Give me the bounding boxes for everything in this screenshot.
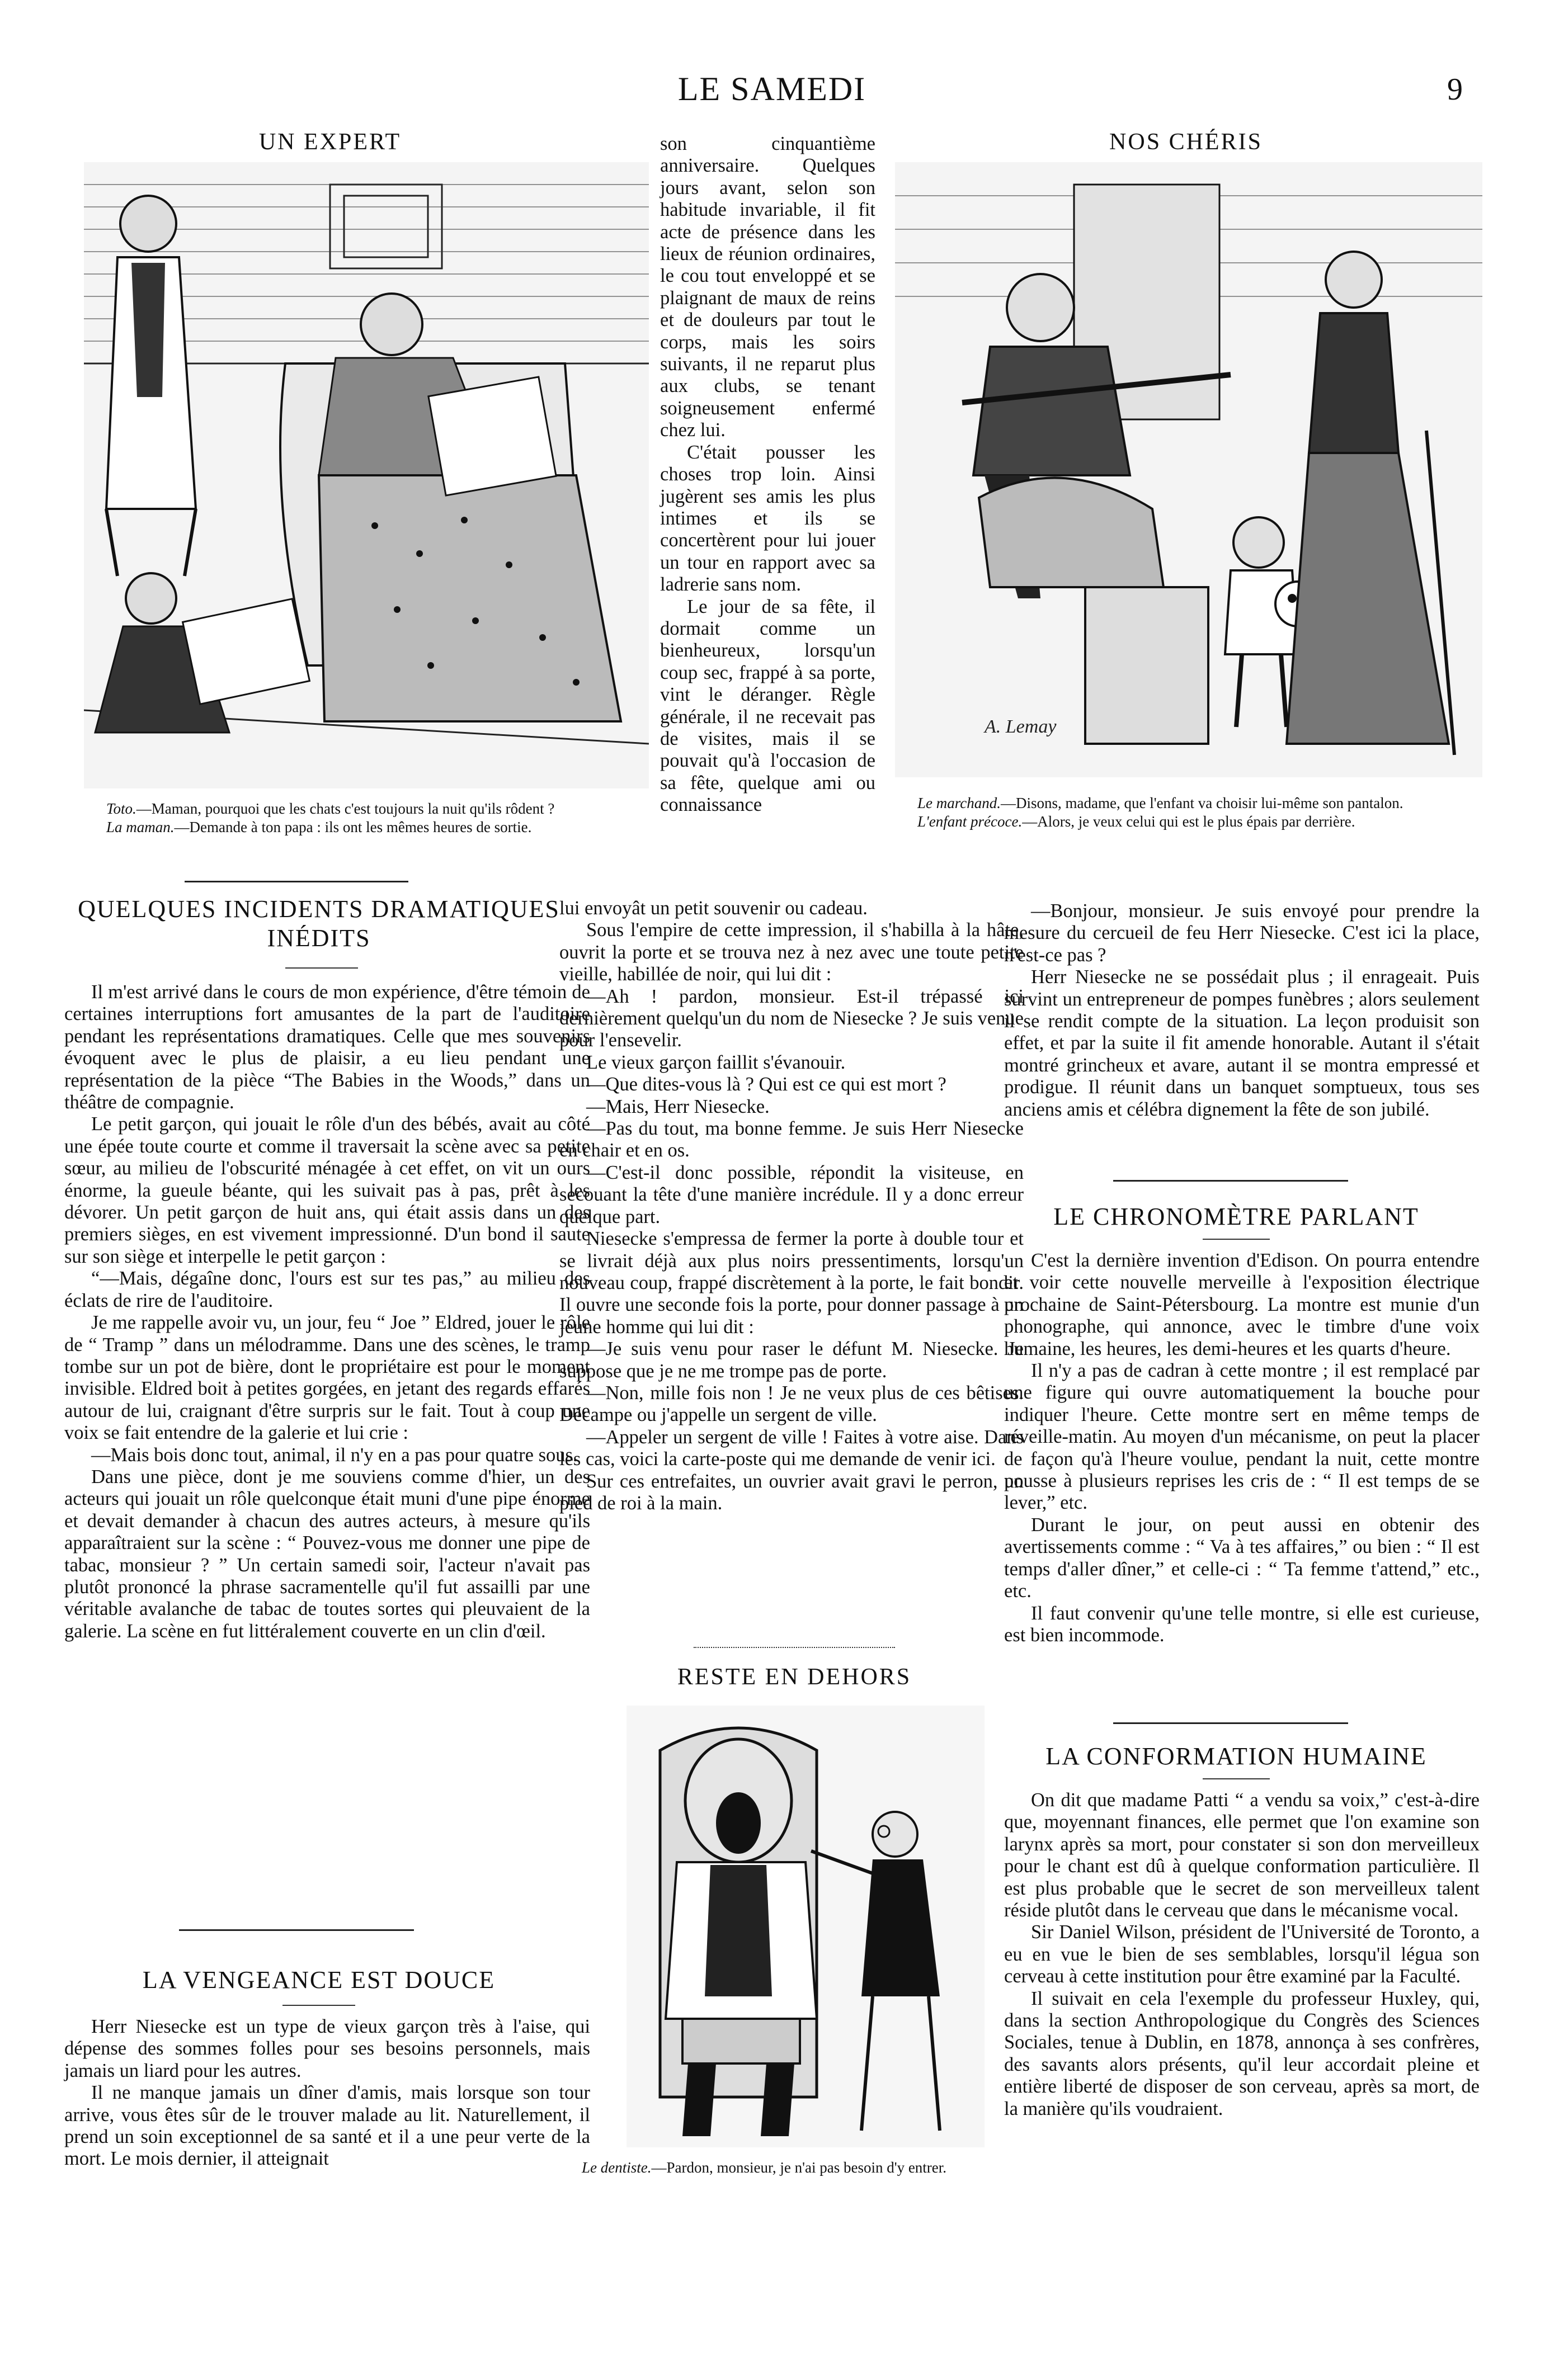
vengeance-col3-paragraph-1: —Bonjour, monsieur. Je suis envoyé pour prendre la mesure du cercueil de feu Herr Niesecke. C'est ici la place, n'est-ce pas ? [1004,900,1480,966]
conformation-paragraph-1: On dit que madame Patti “ a vendu sa voix,” c'est-à-dire que, moyennant finances, elle permet que l'on examine son larynx après sa mort, pour constater si son don merveilleux pour le chant est dû à quelque conformation particulière. Il est plus probable que le secret de son merveilleux talent réside plutôt dans le cerveau que dans le mécanisme vocal. [1004,1789,1480,1921]
conformation-paragraph-3: Il suivait en cela l'exemple du professeur Huxley, qui, dans la section Anthropologique du Congrès des Sciences Sociales, tenue à Dublin, en 1878, annonça à ses confrères, des savants alors présents, qu'il leur accordait pleine et entière liberté de disposer de son cerveau, après sa mort, de la manière qu'ils voudraient. [1004,1987,1480,2119]
divider-dehors [694,1647,895,1648]
incidents-paragraph-2: Le petit garçon, qui jouait le rôle d'un des bébés, avait au côté une épée toute courte et comme il traversait la scène avec sa petite sœur, au milieu de l'obscurité ménagée à cet effet, on vit un ours énorme, la gueule béante, qui les suivait pas à pas, prêt à les dévorer. Un petit garçon de huit ans, qui était assis dans un des premiers sièges, en est vivement impressionné. D'un bond il saute sur son siège et interpelle le petit garçon : [64,1113,590,1267]
expert-illustration [84,162,649,788]
vengeance-col2-paragraph-3: —Ah ! pardon, monsieur. Est-il trépassé ici dernièrement quelqu'un du nom de Niesecke ? Je suis venue pour l'ensevelir. [559,985,1024,1051]
chronometre-paragraph-3: Durant le jour, on peut aussi en obtenir des avertissements comme : “ Va à tes affaires,” ou bien : “ Il est temps d'aller dîner,” et celle-ci : “ Ta femme t'attend,” etc., etc. [1004,1514,1480,1602]
divider-vengeance [179,1929,414,1931]
vengeance-col1 [64,2016,590,2170]
expert-caption-text-1: —Maman, pourquoi que les chats c'est toujours la nuit qu'ils rôdent ? [136,800,555,817]
incidents-title: QUELQUES INCIDENTS DRAMATIQUES INÉDITS [78,895,560,952]
expert-caption-text-2: —Demande à ton papa : ils ont les mêmes heures de sortie. [174,819,532,835]
divider-incidents [285,967,358,969]
vengeance-col2-paragraph-7: —Pas du tout, ma bonne femme. Je suis Herr Niesecke en chair et en os. [559,1118,1024,1161]
incidents-paragraph-6: Dans une pièce, dont je me souviens comme d'hier, un des acteurs qui jouait un rôle quelconque était muni d'une pipe énorme et devait demander à chacun des autres acteurs, à mesure qu'ils apparaîtraient sur la scène : “ Pouvez-vous me donner une pipe de tabac, monsieur ? ” Un certain samedi soir, l'acteur n'avait pas plutôt prononcé la phrase sacramentelle qu'il fut assailli par une véritable avalanche de tabac de toutes sortes qui pleuvaient de la galerie. La scène en fut littéralement couverte en un clin d'œil. [64,1466,590,1642]
vengeance-col2-paragraph-6: —Mais, Herr Niesecke. [586,1095,770,1117]
vengeance-col1-paragraph-2: Il ne manque jamais un dîner d'amis, mais lorsque son tour arrive, vous êtes sûr de le trouver malade au lit. Naturellement, il prend un soin exceptionnel de sa santé et il a une peur verte de la mort. Le mois dernier, il atteignait [64,2082,590,2170]
vengeance-col2-narrow-paragraph-2: Le jour de sa fête, il dormait comme un bienheureux, lorsqu'un coup sec, frappé à sa porte, vint le déranger. Règle générale, il ne recevait pas de visites, mais il se pouvait qu'à l'occasion de sa fête, quelque ami ou connaissance [660,596,875,816]
cheris-title: NOS CHÉRIS [1109,129,1263,155]
expert-title: UN EXPERT [258,129,402,155]
divider-conformation-under [1203,1778,1270,1779]
incidents-paragraph-1: Il m'est arrivé dans le cours de mon expérience, d'être témoin de certaines interruptions fort amusantes de la part de l'auditoire pendant les représentations dramatiques. Celle que mes souvenirs évoquent avec le plus de plaisir, a eu lieu pendant une représentation de la pièce “The Babies in the Woods,” dans un théâtre de compagnie. [64,981,590,1113]
expert-caption [84,800,649,837]
vengeance-col3 [1004,900,1480,1121]
vengeance-col2-narrow-paragraph-1: C'était pousser les choses trop loin. Ainsi jugèrent ses amis les plus intimes et ils se concertèrent pour lui jouer un tour en rapport avec sa ladrerie sans nom. [660,441,875,596]
cheris-caption-speaker-2: L'enfant précoce. [917,813,1023,830]
vengeance-col2-paragraph-10: —Je suis venu pour raser le défunt M. Niesecke. Je suppose que je ne me trompe pas de porte. [559,1338,1024,1382]
dehors-engraving [627,1706,985,2147]
cheris-caption-speaker-1: Le marchand. [917,795,1001,811]
incidents-paragraph-4: Je me rappelle avoir vu, un jour, feu “ Joe ” Eldred, jouer le rôle de “ Tramp ” dans un mélodramme. Dans une des scènes, le tramp tombe sur un pot de bière, dont le propriétaire est pour le moment invisible. Eldred boit à petites gorgées, en jetant des regards effarés autour de lui, craignant d'être surpris sur le fait. Tout à coup une voix se fait entendre de la galerie et lui crie : [64,1312,590,1444]
divider-conformation [1113,1722,1348,1724]
vengeance-col2-lead: son cinquantième anniversaire. Quelques jours avant, selon son habitude invariable, il fit acte de présence dans les lieux de réunion ordinaires, le cou tout enveloppé et se plaignant de maux de reins et de douleurs par tout le corps, mais les soirs suivants, il ne reparut plus aux clubs, se tenant soigneusement enfermé chez lui. [660,133,875,441]
divider-chronometre [1113,1180,1348,1182]
vengeance-col3-paragraph-2: Herr Niesecke ne se possédait plus ; il enrageait. Puis survint un entrepreneur de pompes funèbres ; alors seulement il se rendit compte de la situation. La leçon produisit son effet, et par la suite il fit amende honorable. Autant il s'était montré grincheux et avare, autant il se montra empressé et prodigue. Il réunit dans un banquet somptueux, tous ses anciens amis et célébra dignement la fête de son jubilé. [1004,966,1480,1120]
cheris-signature: A. Lemay [985,716,1057,737]
vengeance-col2-paragraph-9: Niesecke s'empressa de fermer la porte à double tour et se livrait déjà aux plus noirs pressentiments, lorsqu'un nouveau coup, frappé discrètement à la porte, le fait bondir. Il ouvre une seconde fois la porte, pour donner passage à un jeune homme qui lui dit : [559,1228,1024,1338]
divider-expert [185,881,408,882]
vengeance-col2-paragraph-13: Sur ces entrefaites, un ouvrier avait gravi le perron, un pied de roi à la main. [559,1470,1024,1514]
vengeance-col2-paragraph-11: —Non, mille fois non ! Je ne veux plus de ces bêtises. Décampe ou j'appelle un sergent de ville. [559,1382,1024,1426]
incidents-paragraph-3: “—Mais, dégaîne donc, l'ours est sur tes pas,” au milieu des éclats de rire de l'auditoire. [64,1268,590,1311]
vengeance-col1-paragraph-1: Herr Niesecke est un type de vieux garçon très à l'aise, qui dépense des sommes folles pour ses besoins personnels, mais jamais un liard pour les autres. [64,2016,590,2081]
vengeance-col2-narrow [660,133,875,816]
masthead-title: LE SAMEDI [677,70,866,107]
incidents-article [64,981,590,1642]
dehors-title: RESTE EN DEHORS [677,1664,912,1690]
chronometre-paragraph-1: C'est la dernière invention d'Edison. On pourra entendre et voir cette nouvelle merveille à l'exposition électrique prochaine de Saint-Pétersbourg. La montre est munie d'un phonographe, qui annonce, avec le timbre d'une voix humaine, les heures, les demi-heures et les quarts d'heure. [1004,1250,1480,1359]
expert-engraving [84,162,649,788]
expert-caption-speaker-1: Toto. [106,800,136,817]
dehors-illustration [627,1706,985,2147]
page-number: 9 [1447,72,1463,107]
chronometre-paragraph-4: Il faut convenir qu'une telle montre, si elle est curieuse, est bien incommode. [1004,1602,1480,1646]
expert-caption-speaker-2: La maman. [106,819,175,835]
divider-chronometre-under [1203,1239,1270,1240]
conformation-title: LA CONFORMATION HUMAINE [1045,1742,1427,1770]
incidents-paragraph-5: —Mais bois donc tout, animal, il n'y en a pas pour quatre sous. [91,1444,578,1466]
cheris-caption [895,794,1482,831]
divider-vengeance-under [282,2005,355,2006]
vengeance-col2-paragraph-12: —Appeler un sergent de ville ! Faites à votre aise. Dans les cas, voici la carte-poste qui me demande de venir ici. [559,1426,1024,1470]
conformation-article [1004,1789,1480,2120]
vengeance-col2-paragraph-8: —C'est-il donc possible, répondit la visiteuse, en secouant la tête d'une manière incrédule. Il y a donc erreur quelque part. [559,1161,1024,1227]
vengeance-col2 [559,898,1024,1514]
cheris-engraving [895,162,1482,777]
chronometre-paragraph-2: Il n'y a pas de cadran à cette montre ; il est remplacé par une figure qui ouvre automatiquement la bouche pour indiquer l'heure. Cette montre sert en même temps de réveille-matin. Au moyen d'un mécanisme, on peut la placer de façon qu'à l'heure voulue, pendant la nuit, cette montre pousse à plusieurs reprises les cris de : “ Il est temps de se lever,” etc. [1004,1360,1480,1514]
vengeance-col2-paragraph-2: Sous l'empire de cette impression, il s'habilla à la hâte, ouvrit la porte et se trouva nez à nez avec une toute petite vieille, habillée de noir, qui lui dit : [559,919,1024,985]
dehors-caption-speaker: Le dentiste. [582,2159,652,2176]
cheris-illustration [895,162,1482,777]
dehors-caption-text: —Pardon, monsieur, je n'ai pas besoin d'y entrer. [651,2159,947,2176]
cheris-caption-text-1: —Disons, madame, que l'enfant va choisir lui-même son pantalon. [1001,795,1403,811]
vengeance-title: LA VENGEANCE EST DOUCE [142,1966,496,1994]
chronometre-article [1004,1250,1480,1646]
vengeance-col2-paragraph-5: —Que dites-vous là ? Qui est ce qui est mort ? [586,1074,946,1095]
chronometre-title: LE CHRONOMÈTRE PARLANT [1053,1203,1419,1230]
cheris-caption-text-2: —Alors, je veux celui qui est le plus épais par derrière. [1022,813,1355,830]
conformation-paragraph-2: Sir Daniel Wilson, président de l'Université de Toronto, a eu en vue le bien de ses semblables, lorsqu'il légua son cerveau à cette institution pour être examiné par la Faculté. [1004,1921,1480,1987]
vengeance-col2-paragraph-4: Le vieux garçon faillit s'évanouir. [586,1051,846,1073]
vengeance-col2-paragraph-1: lui envoyât un petit souvenir ou cadeau. [559,898,868,919]
dehors-caption [559,2159,1024,2177]
